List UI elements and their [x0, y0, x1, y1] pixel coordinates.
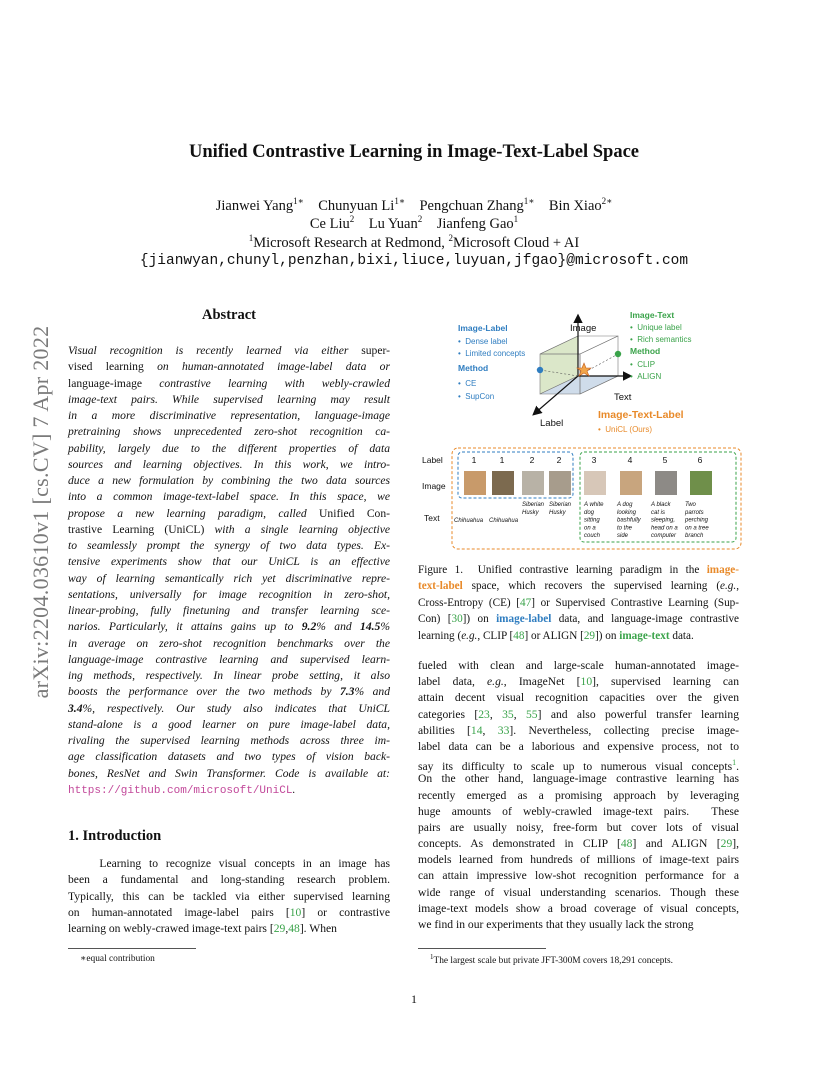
arxiv-identifier: arXiv:2204.03610v1 [cs.CV] 7 Apr 2022: [28, 325, 53, 699]
svg-text:Text: Text: [614, 392, 632, 403]
image-thumbnails: [464, 471, 712, 495]
paper-title: Unified Contrastive Learning in Image-Text-Label Space: [189, 142, 639, 162]
page-number: 1: [411, 992, 417, 1006]
abstract-body: Visual recognition is recently learned via either super- vised learning on human-annotated image-label data or language-image contrastive learning with webly-crawled image-text pairs. While supervised learning may result in a more discriminative representation, language-image pretraining shows unprecedented zero-shot recognition ca- pability, largely due to the different properties of data sources and learning objectives. In this work, we intro- duce a new formulation by combining the two data sources into a common image-text-label space. In this space, we propose a new learning paradigm, called Unified Con- trastive Learning (UniCL) with a single learning objective to seamlessly prompt the synergy of two data types. Ex- tensive experiments show that our UniCL is an effective way of learning semantically rich yet discriminative repre- sentations, universally for image recognition in zero-shot, linear-probing, fully finetuning and transfer learning sce- narios. Particularly, it attains gains up to 9.2% and 14.5% in average on zero-shot recognition benchmarks over the language-image contrastive learning and supervised learn- ing methods, respectively. In linear probe setting, it also boosts the performance over the two methods by 7.3% and 3.4%, respectively. Our study also indicates that UniCL stand-alone is a good learner on pure image-label data, rivaling the supervised learning methods across three im- age classification datasets and two types of vision back- bones, ResNet and Swin Transformer. Code is available at: https://github.com/microsoft/UniCL.: [68, 344, 391, 797]
footnote-left: ∗equal contribution: [80, 954, 155, 964]
svg-text:Text: Text: [424, 513, 440, 523]
thumbnail-white-dog: [584, 471, 606, 495]
right-column-body: fueled with clean and large-scale human-annotated image- label data, e.g., ImageNet [10], supervised learning can attain decent visual recognition capacities over the given categories [23, 35, 55] and also powerful transfer learning abilities [14, 33]. Nevertheless, collecting precise image- label data can be a laborious and expensive process, not to say its difficulty to scale up to numerous visual concepts$^1$. On the other hand, language-image contrastive learning has recently emerged as a promising approach by leveraging huge amounts of webly-crawled image-text pairs. These pairs are usually noisy, free-form but cover lots of visual concepts. As demonstrated in CLIP [48] and ALIGN [29], models learned from hundreds of millions of image-text pairs can attain impressive low-shot recognition performance for a wide range of visual understanding scenarios. Though these image-text models show a broad coverage of visual concepts, we find in our experiments that they usually lack the strong: [418, 659, 740, 931]
figure-caption: Figure 1. Unified contrastive learning paradigm in the image- text-label space, which recovers the supervised learning (e.g., Cross-Entropy (CE) [47] or Supervised Contrastive Learning (Sup- Con) [30]) on image-label data, and language-image contrastive learning (e.g., CLIP [48] or ALIGN [29]) on image-text data.: [418, 564, 740, 642]
image-label-point: [537, 367, 543, 373]
svg-text:2: 2: [529, 455, 535, 465]
svg-text:Label: Label: [422, 455, 443, 465]
author-name: Pengchuan Zhang: [419, 197, 524, 214]
svg-text:Label: Label: [540, 418, 564, 429]
footnote-rule-right: [418, 948, 546, 949]
svg-text:• Limited concepts: • Limited concepts: [458, 349, 526, 358]
footnote-right: $^1$The largest scale but private JFT-300M covers 18,291 concepts.: [430, 953, 674, 967]
abstract-heading: Abstract: [202, 307, 256, 323]
section-heading-introduction: 1. Introduction: [68, 828, 162, 844]
affiliations: $^1$Microsoft Research at Redmond, $^2$Microsoft Cloud + AI: [248, 233, 580, 251]
figure-caption-text: Siberian Husky: [522, 502, 545, 516]
star-icon: [577, 363, 591, 376]
figure-caption-text: A dog looking bashfully to the side: [617, 502, 641, 540]
footnote-rule-left: [68, 948, 196, 949]
author-name: Jianfeng Gao: [436, 215, 514, 232]
thumbnail-parrots: [690, 471, 712, 495]
svg-text:Image: Image: [570, 323, 597, 334]
author-line-1: Jianwei Yang$^{1∗}$ Chunyuan $Li^{1∗}$ Pengchuan Zhang$^{1∗}$ Bin Xiao$^{2∗}$: [215, 196, 613, 214]
svg-text:• CE: • CE: [458, 379, 477, 388]
svg-text:Chihuahua: Chihuahua: [489, 518, 519, 524]
author-name: Bin Xiao: [548, 197, 602, 214]
image-text-point: [615, 351, 621, 357]
svg-text:Chihuahua: Chihuahua: [454, 518, 484, 524]
svg-text:2: 2: [556, 455, 562, 465]
figure-1: [418, 306, 743, 556]
figure-caption-text: Two parrots perching on a tree branch: [685, 502, 709, 540]
svg-text:1: 1: [471, 455, 477, 465]
figure-caption-text: A black cat is sleeping, head on a computer: [651, 502, 678, 540]
thumbnail-chihuahua-1: [464, 471, 486, 495]
intro-body: Learning to recognize visual concepts in an image has been a fundamental and long-standing research problem. Typically, this can be tackled via either supervised learning on human-annotated image-label pairs [10] or contrastive learning on webly-crawed image-text pairs [29,48]. When: [68, 857, 390, 935]
svg-text:• Dense label: • Dense label: [458, 337, 508, 346]
thumbnail-husky-2: [549, 471, 571, 495]
thumbnail-dog-looking: [620, 471, 642, 495]
svg-text:3: 3: [591, 455, 597, 465]
svg-text:• CLIP: • CLIP: [630, 360, 656, 369]
svg-text:Image-Label: Image-Label: [458, 323, 508, 333]
svg-text:• ALIGN: • ALIGN: [630, 372, 662, 381]
svg-text:4: 4: [627, 455, 633, 465]
svg-text:Method: Method: [630, 346, 661, 356]
figure-caption-text: A white dog sitting on a couch: [584, 502, 604, 540]
svg-text:1: 1: [499, 455, 505, 465]
svg-text:• UniCL (Ours): • UniCL (Ours): [598, 425, 653, 434]
svg-text:Image-Text: Image-Text: [630, 310, 675, 320]
author-name: Lu Yuan: [368, 215, 418, 232]
svg-text:• Rich semantics: • Rich semantics: [630, 335, 692, 344]
svg-text:• SupCon: • SupCon: [458, 392, 495, 401]
svg-text:5: 5: [662, 455, 668, 465]
author-name: Chunyuan Li: [318, 197, 395, 214]
svg-text:Method: Method: [458, 363, 489, 373]
author-name: Ce Liu: [309, 215, 350, 232]
svg-text:Image: Image: [422, 481, 446, 491]
figure-caption-text: Siberian Husky: [549, 502, 572, 516]
svg-text:• Unique label: • Unique label: [630, 323, 682, 332]
thumbnail-black-cat: [655, 471, 677, 495]
svg-text:Image-Text-Label: Image-Text-Label: [598, 409, 684, 421]
svg-text:6: 6: [697, 455, 703, 465]
thumbnail-chihuahua-2: [492, 471, 514, 495]
author-emails: {jianwyan,chunyl,penzhan,bixi,liuce,luyuan,jfgao}@microsoft.com: [139, 253, 689, 269]
author-line-2: Ce Liu$^2$ Lu Yuan$^2$ Jianfeng Gao$^1$: [309, 214, 519, 232]
thumbnail-husky-1: [522, 471, 544, 495]
author-name: Jianwei Yang: [215, 197, 294, 214]
